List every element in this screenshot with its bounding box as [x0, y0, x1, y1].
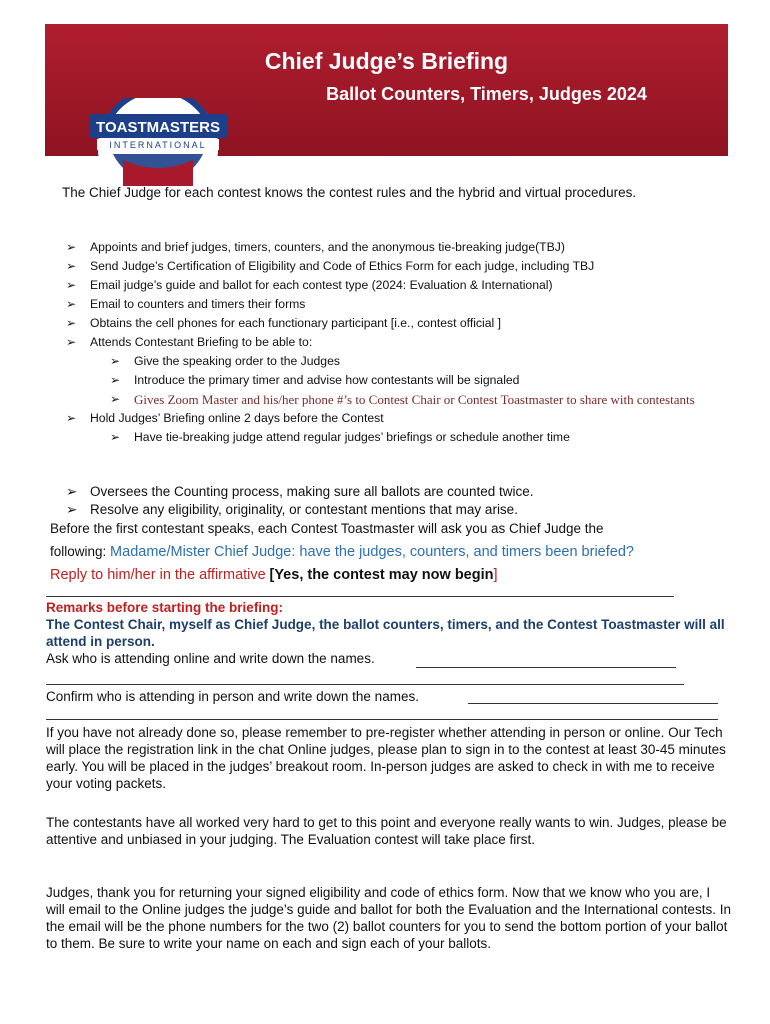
- person-names-blank[interactable]: [468, 703, 718, 704]
- sub-list-item: ➢ Give the speaking order to the Judges: [66, 352, 714, 371]
- list-item: ➢ Obtains the cell phones for each functionary participant [i.e., contest official ]: [66, 314, 714, 333]
- arrow-bullet-icon: ➢: [66, 411, 77, 425]
- online-names-blank-2[interactable]: [46, 684, 684, 685]
- logo-sub-text: INTERNATIONAL: [109, 140, 207, 150]
- counting-list: [66, 483, 533, 519]
- reply-prefix: Reply to him/her in the affirmative: [50, 567, 266, 583]
- reply-answer: [Yes, the contest may now begin: [269, 567, 494, 583]
- sub-list-item: ➢ Gives Zoom Master and his/her phone #’s to Contest Chair or Contest Toastmaster to share with contestants: [110, 392, 695, 407]
- confirm-person-text: Confirm who is attending in person and write down the names.: [46, 689, 419, 704]
- arrow-bullet-icon: ➢: [66, 316, 77, 330]
- remarks-statement: The Contest Chair, myself as Chief Judge, the ballot counters, timers, and the Contest Toastmaster will all attend in person.: [46, 617, 725, 649]
- before-text: Before the first contestant speaks, each Contest Toastmaster will ask you as Chief Judge the: [50, 521, 604, 536]
- arrow-bullet-icon: ➢: [110, 354, 121, 368]
- arrow-bullet-icon: ➢: [110, 430, 121, 444]
- arrow-bullet-icon: ➢: [66, 240, 77, 254]
- page-title: Chief Judge’s Briefing: [264, 48, 509, 74]
- reply-close: ]: [493, 567, 498, 583]
- arrow-bullet-icon: ➢: [66, 297, 77, 311]
- contestants-paragraph: The contestants have all worked very hard to get to this point and everyone really wants to win. Judges, please be attentive and unbiased in your judging. The Evaluation contest will take place first.: [46, 815, 727, 847]
- question-text: Madame/Mister Chief Judge: have the judges, counters, and timers been briefed?: [110, 544, 634, 560]
- intro-text: The Chief Judge for each contest knows the contest rules and the hybrid and virtual procedures.: [62, 185, 637, 200]
- person-names-blank-2[interactable]: [46, 719, 718, 720]
- list-item: ➢ Send Judge’s Certification of Eligibility and Code of Ethics Form for each judge, including TBJ: [66, 257, 714, 276]
- following-label: following:: [50, 544, 107, 559]
- list-item: ➢ Appoints and brief judges, timers, counters, and the anonymous tie-breaking judge(TBJ): [66, 238, 714, 257]
- toastmasters-logo: [83, 98, 233, 186]
- remarks-heading: Remarks before starting the briefing:: [46, 600, 284, 615]
- arrow-bullet-icon: ➢: [66, 484, 78, 499]
- logo-text: TOASTMASTERS: [96, 119, 220, 136]
- arrow-bullet-icon: ➢: [66, 259, 77, 273]
- divider-line: [46, 596, 674, 597]
- online-names-blank[interactable]: [416, 667, 676, 668]
- ask-online-text: Ask who is attending online and write down the names.: [46, 651, 375, 666]
- duties-list: [66, 238, 714, 447]
- list-item: ➢ Resolve any eligibility, originality, or contestant mentions that may arise.: [66, 502, 518, 517]
- contest-question-block: [50, 518, 730, 586]
- remarks-block: [46, 599, 726, 667]
- thanks-paragraph: Judges, thank you for returning your signed eligibility and code of ethics form. Now that we know who you are, I will email to the Online judges the judge’s guide and ballot for both the Evaluation and the International contests. In the email will be the phone numbers for the two (2) ballot counters for you to send the bottom portion of your ballot to them. Be sure to write your name on each and sign each of your ballots.: [46, 885, 731, 951]
- list-item: ➢ Email judge’s guide and ballot for each contest type (2024: Evaluation & International): [66, 276, 714, 295]
- arrow-bullet-icon: ➢: [66, 502, 78, 517]
- sub-list-item: ➢ Introduce the primary timer and advise how contestants will be signaled: [66, 371, 714, 390]
- arrow-bullet-icon: ➢: [110, 373, 121, 387]
- preregister-paragraph: If you have not already done so, please remember to pre-register whether attending in person or online. Our Tech will place the registration link in the chat Online judges, please plan to sign in to the contest at least 30-45 minutes early. You will be placed in the judges’ breakout room. In-person judges are asked to check in with me to receive your voting packets.: [46, 725, 726, 791]
- list-item: ➢ Attends Contestant Briefing to be able to:: [66, 333, 714, 352]
- arrow-bullet-icon: ➢: [66, 278, 77, 292]
- list-item: ➢ Hold Judges’ Briefing online 2 days before the Contest: [66, 409, 714, 428]
- arrow-bullet-icon: ➢: [66, 335, 77, 349]
- arrow-bullet-icon: ➢: [110, 392, 121, 406]
- sub-list-item: ➢ Have tie-breaking judge attend regular judges’ briefings or schedule another time: [66, 428, 714, 447]
- list-item: ➢ Oversees the Counting process, making sure all ballots are counted twice.: [66, 484, 534, 499]
- page-subtitle: Ballot Counters, Timers, Judges 2024: [326, 84, 647, 104]
- list-item: ➢ Email to counters and timers their forms: [66, 295, 714, 314]
